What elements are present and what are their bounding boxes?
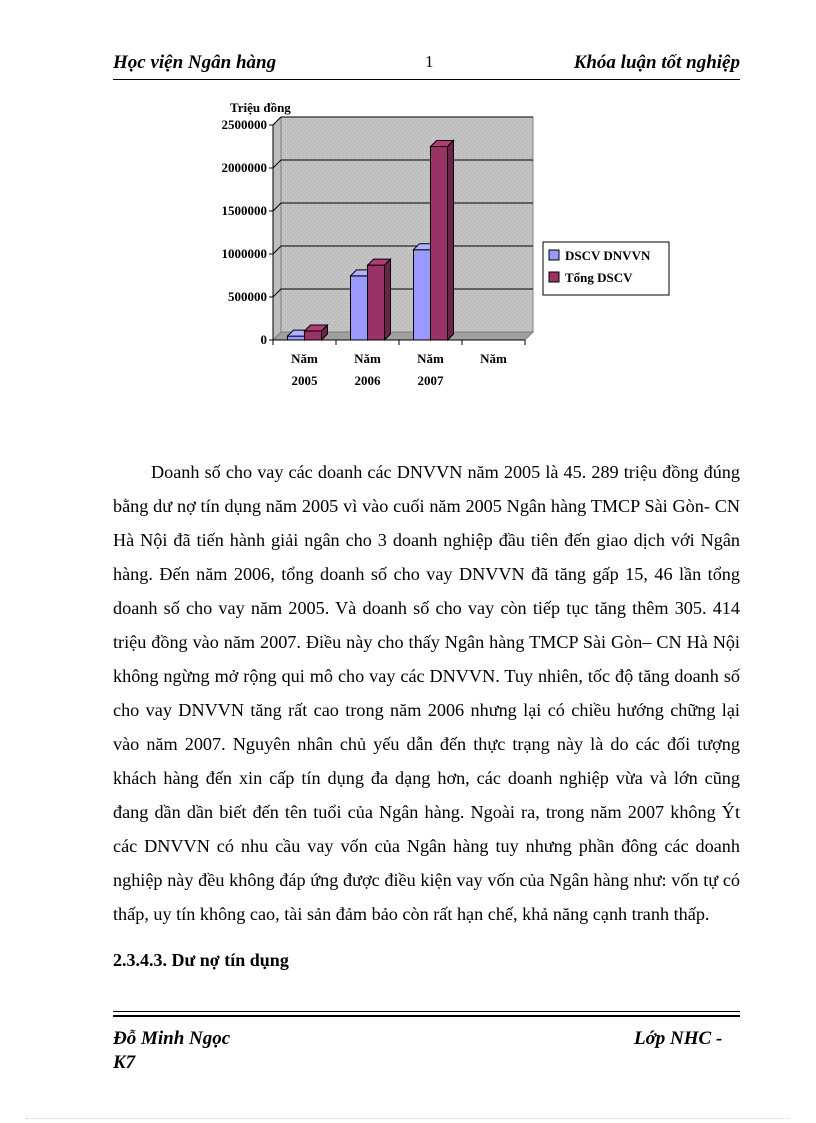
section-heading: 2.3.4.3. Dư nợ tín dụng [113, 950, 289, 970]
x-tick-label: 2007 [417, 373, 444, 388]
chart-legend [543, 242, 669, 295]
bar-front [368, 265, 385, 340]
legend-label: DSCV DNVVN [565, 248, 651, 263]
footer-class: Lớp NHC - [634, 1028, 723, 1049]
footer-cohort: K7 [113, 1052, 136, 1073]
plot-side-wall [273, 117, 281, 340]
header-rule [113, 79, 740, 80]
body-paragraph: Doanh số cho vay các doanh các DNVVN năm 2005 là 45. 289 triệu đồng đúng bằng dư nợ tín dụng năm 2005 vì vào cuối năm 2005 Ngân hàng TMCP Sài Gòn- CN Hà Nội đã tiến hành giải ngân cho 3 doanh nghiệp đầu tiên đến giao dịch với Ngân hàng. Đến năm 2006, tổng doanh số cho vay DNVVN đã tăng gấp 15, 46 lần tổng doanh số cho vay năm 2005. Và doanh số cho vay còn tiếp tục tăng thêm 305. 414 triệu đồng vào năm 2007. Điều này cho thấy Ngân hàng TMCP Sài Gòn– CN Hà Nội không ngừng mở rộng qui mô cho vay các DNVVN. Tuy nhiên, tốc độ tăng doanh số cho vay DNVVN tăng rất cao trong năm 2006 nhưng lại có chiều hướng chững lại vào năm 2007. Nguyên nhân chủ yếu dẫn đến thực trạng này là do các đối tượng khách hàng đến xin cấp tín dụng đa dạng hơn, các doanh nghiệp vừa và lớn cũng đang dần dần biết đến tên tuổi của Ngân hàng. Ngoài ra, trong năm 2007 không Ýt các DNVVN có nhu cầu vay vốn của Ngân hàng tuy nhưng phần đông các doanh nghiệp này đều không đáp ứng được điều kiện vay vốn của Ngân hàng như: vốn tự có thấp, uy tín không cao, tài sản đảm bảo còn rất hạn chế, khả năng cạnh tranh thấp. [113, 462, 740, 924]
footer-rule-thick [113, 1015, 740, 1017]
bar-front [305, 331, 322, 340]
legend-label: Tổng DSCV [565, 270, 633, 285]
loan-turnover-chart [205, 95, 675, 395]
chart-bar [305, 325, 328, 340]
x-tick-label: Năm [417, 351, 444, 366]
chart-bar [431, 141, 454, 341]
chart-y-axis-label: Triệu đồng [230, 100, 291, 115]
chart-bar [368, 259, 391, 340]
y-tick-label: 0 [260, 332, 267, 347]
x-tick-label: 2006 [354, 373, 381, 388]
bar-side [385, 259, 391, 340]
body-text [113, 455, 740, 931]
y-tick-label: 2000000 [221, 160, 267, 175]
bar-front [288, 336, 305, 340]
x-tick-label: Năm [480, 351, 507, 366]
legend-swatch [549, 250, 559, 260]
y-tick-label: 500000 [228, 289, 267, 304]
header-institution: Học viện Ngân hàng [113, 52, 277, 73]
bar-front [351, 276, 368, 340]
bar-front [431, 147, 448, 341]
page-bottom-edge [26, 1118, 790, 1119]
y-tick-label: 1500000 [221, 203, 267, 218]
x-tick-label: Năm [354, 351, 381, 366]
x-tick-label: Năm [291, 351, 318, 366]
header-document-type: Khóa luận tốt nghiệp [573, 52, 740, 73]
legend-swatch [549, 272, 559, 282]
chart-plot-area [273, 117, 533, 340]
y-tick-label: 1000000 [221, 246, 267, 261]
footer-rule-thin [113, 1011, 740, 1012]
plot-back-wall [281, 117, 533, 332]
y-tick-label: 2500000 [221, 117, 267, 132]
page-number: 1 [425, 52, 434, 71]
x-tick-label: 2005 [291, 373, 318, 388]
bar-front [414, 250, 431, 340]
footer-author-name: Đỗ Minh Ngọc [113, 1028, 231, 1049]
bar-side [448, 141, 454, 341]
